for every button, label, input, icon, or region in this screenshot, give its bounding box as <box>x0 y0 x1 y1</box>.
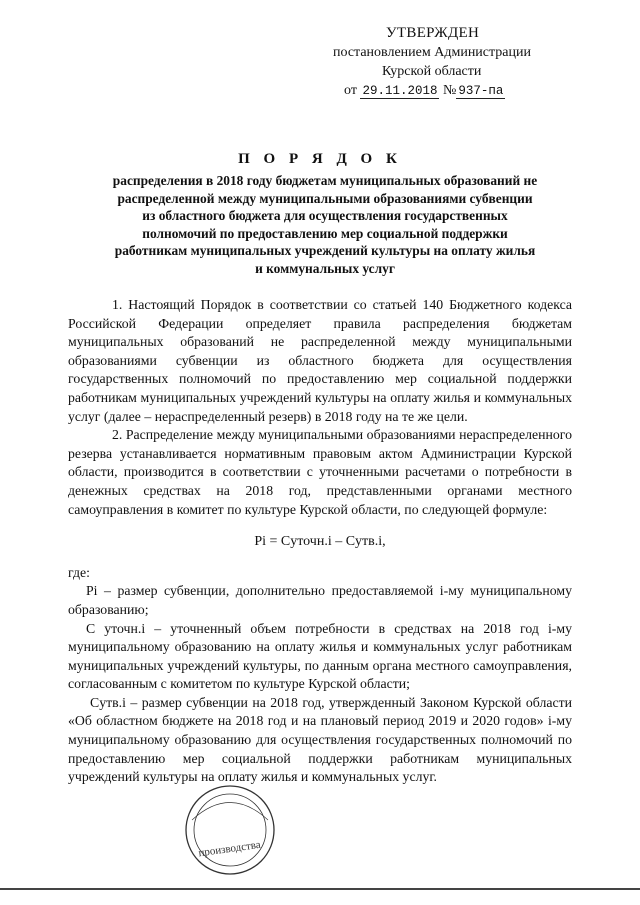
from-label: от <box>344 83 357 98</box>
document-title: П О Р Я Д О К <box>238 151 402 167</box>
definition-c-utoch <box>68 620 572 694</box>
paragraph-2-text: 2. Распределение между муниципальными образованиями нераспределенного резерва устанавливается нормативным правовым актом Администрации Курской области, производится в соответствии с уточненными расчетами о потребности в денежных средствах на 2018 год, представленными органами местного самоуправления в комитет по культуре Курской области, по следующей формуле: <box>68 427 572 517</box>
stamp-text: производства <box>197 838 262 860</box>
number-label: № <box>442 83 457 98</box>
paragraph-2 <box>68 426 572 519</box>
definition-c-utv <box>68 694 572 787</box>
approval-line-resolution: постановлением Администрации <box>333 45 531 60</box>
resolution-number: 937-па <box>458 84 504 98</box>
subtitle-line: полномочий по предоставлению мер социальной поддержки <box>142 225 508 241</box>
document-body <box>68 296 572 787</box>
definition-c-utoch-text: С уточн.i – уточненный объем потребности в средствах на 2018 год i-му муниципальному образованию на оплату жилья и коммунальных услуг работникам муниципальных учреждений культуры, по данным органа местного самоуправления, согласованным с комитетом по культуре Курской области; <box>68 620 572 692</box>
paragraph-1-text: 1. Настоящий Порядок в соответствии со статьей 140 Бюджетного кодекса Российской Федерации определяет правила распределения бюджетам муниципальных образований не распределенной между муниципальными образованиями субвенции из областного бюджета для осуществления государственных полномочий по предоставлению мер социальной поддержки работникам муниципальных учреждений культуры на оплату жилья и коммунальных услуг (далее – нераспределенный резерв) в 2018 году на те же цели. <box>68 297 572 424</box>
subtitle-line: распределенной между муниципальными образованиями субвенции <box>117 190 533 206</box>
approval-block <box>330 24 580 101</box>
definition-p-text: Pi – размер субвенции, дополнительно предоставляемой i-му муниципальному образованию; <box>68 583 572 617</box>
definition-p <box>68 582 572 619</box>
distribution-formula: Pi = Cуточн.i – Cутв.i, <box>254 534 386 550</box>
approval-line-region: Курской области <box>382 64 482 79</box>
approved-heading: УТВЕРЖДЕН <box>386 25 480 41</box>
resolution-date: 29.11.2018 <box>362 84 438 98</box>
paragraph-1 <box>68 296 572 426</box>
subtitle-line: из областного бюджета для осуществления государственных <box>142 208 508 223</box>
official-stamp <box>170 780 290 880</box>
subtitle-line: распределения в 2018 году бюджетам муниципальных образований не <box>112 173 538 188</box>
document-subtitle <box>60 172 590 277</box>
page-bottom-edge <box>0 888 640 890</box>
subtitle-line: работникам муниципальных учреждений культуры на оплату жилья <box>114 243 536 258</box>
definition-c-utv-text: Cутв.i – размер субвенции на 2018 год, утвержденный Законом Курской области «Об областном бюджете на 2018 год и на плановый период 2019 и 2020 годов» i-му муниципальному образованию для осуществления государственных полномочий по предоставлению мер социальной поддержки работникам муниципальных учреждений культуры на оплату жилья и коммунальных услуг. <box>68 694 572 785</box>
approval-line-date-number <box>330 81 580 101</box>
formula-where: где: <box>68 564 90 580</box>
subtitle-line: и коммунальных услуг <box>255 260 395 276</box>
